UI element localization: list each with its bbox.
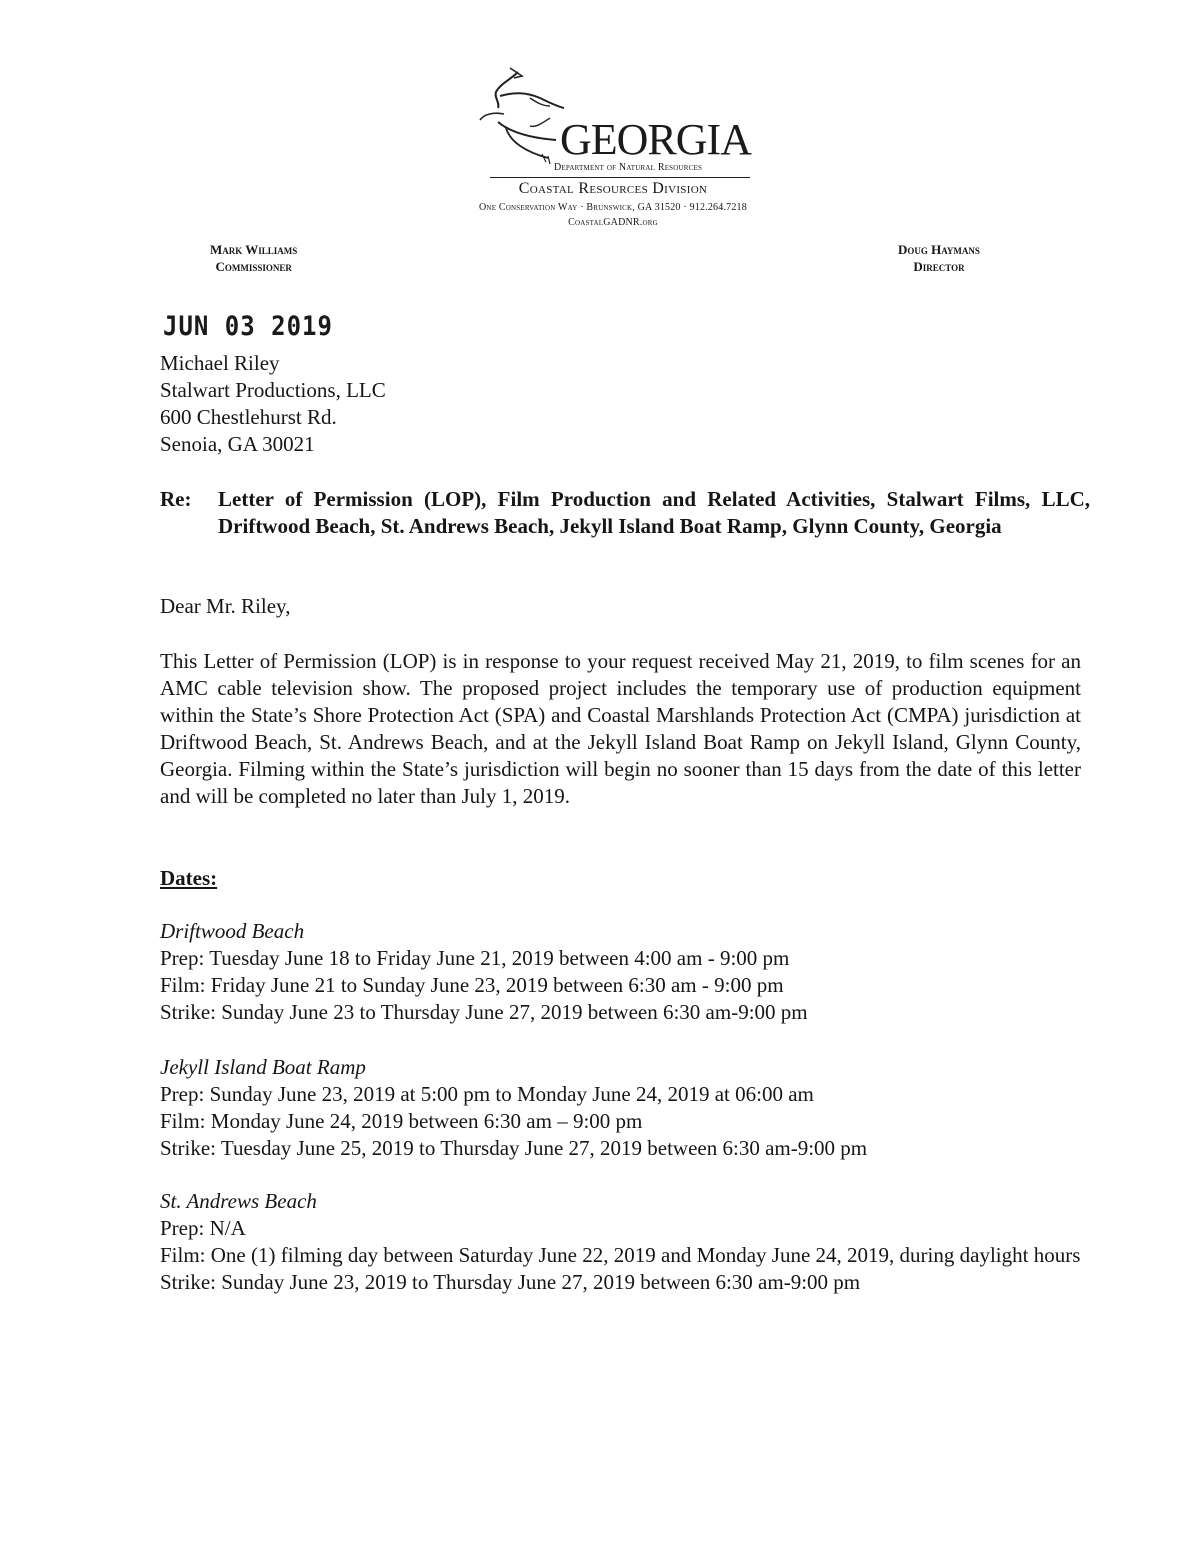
location-name: St. Andrews Beach	[160, 1189, 317, 1213]
division-name: Coastal Resources Division	[518, 180, 708, 197]
director-title: Director	[913, 259, 965, 274]
location-block-st-andrews	[160, 1188, 1081, 1296]
schedule-line: Film: Monday June 24, 2019 between 6:30 am – 9:00 pm	[160, 1109, 643, 1133]
recipient-city: Senoia, GA 30021	[160, 432, 315, 456]
logo-department: Department of Natural Resources	[554, 162, 703, 173]
date-stamp: JUN 03 2019	[163, 310, 333, 342]
schedule-line: Strike: Sunday June 23, 2019 to Thursday June 27, 2019 between 6:30 am-9:00 pm	[160, 1270, 861, 1294]
division-website: CoastalGADNR.org	[568, 217, 658, 228]
commissioner-name: Mark Williams	[210, 242, 298, 257]
recipient-address	[160, 350, 386, 458]
location-block-boat-ramp	[160, 1054, 1081, 1162]
recipient-name: Michael Riley	[160, 351, 280, 375]
location-name: Driftwood Beach	[160, 919, 305, 943]
schedule-line: Strike: Tuesday June 25, 2019 to Thursday June 27, 2019 between 6:30 am-9:00 pm	[160, 1136, 868, 1160]
division-address: One Conservation Way · Brunswick, GA 31520 · 912.264.7218	[479, 202, 747, 213]
commissioner-title: Commissioner	[215, 259, 292, 274]
logo-divider	[490, 177, 750, 178]
logo-wordmark: GEORGIA	[560, 115, 751, 164]
subject-text: Letter of Permission (LOP), Film Production and Related Activities, Stalwart Films, LLC, Driftwood Beach, St. Andrews Beach, Jekyll Island Boat Ramp, Glynn County, Georgia	[218, 487, 1090, 538]
dates-heading: Dates:	[160, 866, 218, 890]
location-name: Jekyll Island Boat Ramp	[160, 1055, 366, 1079]
recipient-street: 600 Chestlehurst Rd.	[160, 405, 337, 429]
subject-label: Re:	[160, 487, 192, 511]
georgia-dnr-logo	[470, 62, 760, 182]
director-name: Doug Haymans	[898, 242, 980, 257]
commissioner-block	[210, 241, 297, 275]
body-paragraph: This Letter of Permission (LOP) is in response to your request received May 21, 2019, to film scenes for an AMC cable television show. The proposed project includes the temporary use of production equipment within the State’s Shore Protection Act (SPA) and Coastal Marshlands Protection Act (CMPA) jurisdiction at Driftwood Beach, St. Andrews Beach, and at the Jekyll Island Boat Ramp on Jekyll Island, Glynn County, Georgia. Filming within the State’s jurisdiction will begin no sooner than 15 days from the date of this letter and will be completed no later than July 1, 2019.	[160, 649, 1081, 808]
schedule-line: Prep: Sunday June 23, 2019 at 5:00 pm to Monday June 24, 2019 at 06:00 am	[160, 1082, 814, 1106]
salutation: Dear Mr. Riley,	[160, 594, 291, 618]
director-block	[898, 241, 980, 275]
subject-line	[160, 486, 1090, 540]
schedule-line: Strike: Sunday June 23 to Thursday June 27, 2019 between 6:30 am-9:00 pm	[160, 1000, 808, 1024]
schedule-line: Prep: N/A	[160, 1216, 246, 1240]
recipient-company: Stalwart Productions, LLC	[160, 378, 386, 402]
schedule-line: Prep: Tuesday June 18 to Friday June 21, 2019 between 4:00 am - 9:00 pm	[160, 946, 790, 970]
schedule-line: Film: One (1) filming day between Saturday June 22, 2019 and Monday June 24, 2019, during daylight hours	[160, 1243, 1081, 1267]
schedule-line: Film: Friday June 21 to Sunday June 23, 2019 between 6:30 am - 9:00 pm	[160, 973, 784, 997]
location-block-driftwood	[160, 918, 1081, 1026]
